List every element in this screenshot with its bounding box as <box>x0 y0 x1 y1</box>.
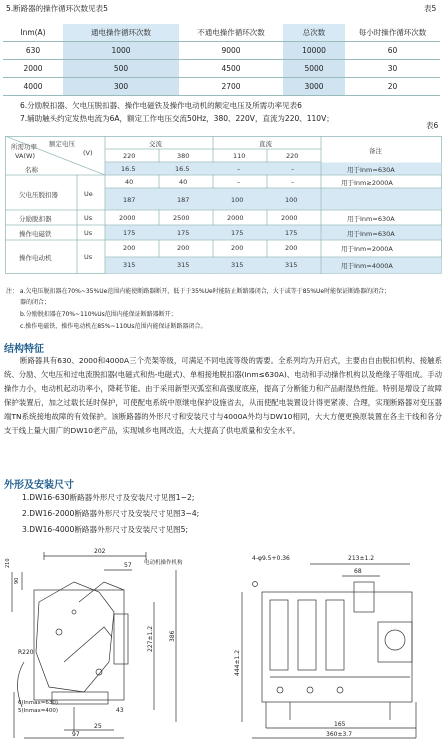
dim-label: 4-φ9.5+0.36 <box>252 555 290 562</box>
remark-header: 备注 <box>369 147 382 155</box>
table-cell: 3000 <box>283 78 345 96</box>
dim-label: 90 <box>14 577 20 584</box>
note-c: c.操作电磁铁、操作电动机在85%~110Us范围内能保证断路器闭合。 <box>20 323 207 330</box>
table-cell: 187 <box>123 196 136 204</box>
table6-grid <box>5 136 442 274</box>
table-cell: 175 <box>123 229 136 237</box>
table-cell: 用于Inm=630A <box>347 215 395 223</box>
diag-header-top: 额定电压 <box>49 140 75 148</box>
voltage-header: 220 <box>123 152 136 160</box>
table-cell: 5000 <box>283 60 345 78</box>
table-cell: 315 <box>177 261 190 269</box>
table-cell: 30 <box>345 60 440 78</box>
structure-paragraph: 断路器具有630、2000和4000A三个壳架等级，可满足不同电流等级的需要。全系列均为开启式，主要由自由脱扣机构、接触系统、分励、欠电压和过电流脱扣器(电磁式和热-电磁式)、单相接地脱扣器(Inm≤630A)、电动和手动操作机构以及绝缘子等组成。手动操作力小，电动机起动功率小，降耗节能。由于采用新型灭弧室和高强度底座，提高了分断能力和产品耐湿热性能。特别是增设了故障保护装置后，加之过载长延时保护，可使配电系统中原继电保护设施省去，从而使配电装置设计得更紧凑、合理，实现断路器对变压器端TN系统接地故障的有效保护。该断路器的外形尺寸和安装尺寸与4000A外均与DW10相同，大大方便更换原装置在各主干线和各分支干线上量大面广的DW10老产品，实现城乡电网改造，大大提高了供电质量和安全水平。 <box>4 356 442 435</box>
table-cell: 100 <box>285 196 298 204</box>
table-cell: Us <box>84 229 93 237</box>
table5-caption: 5.断路器的操作循环次数见表5 <box>6 4 108 13</box>
table-cell: 16.5 <box>175 165 190 173</box>
table6 <box>5 136 442 274</box>
dim-label: 68 <box>354 568 362 575</box>
item6-text: 6.分励脱扣器、欠电压脱扣器、操作电磁铁及操作电动机的额定电压及所需功率见表6 <box>20 101 302 110</box>
table5 <box>3 24 440 96</box>
table6-label: 表6 <box>426 121 439 130</box>
ac-header: 交流 <box>149 140 162 148</box>
table-cell: 操作电动机 <box>19 254 52 262</box>
table-cell: 用于Inm=630A <box>347 230 395 238</box>
dim-label: 25 <box>94 723 102 730</box>
dim-label: 165 <box>334 721 346 728</box>
table-cell: Us <box>84 214 93 222</box>
table-cell: 4000 <box>3 78 63 96</box>
dim-label: 57 <box>124 562 132 569</box>
dims-line: 2.DW16-2000断路器外形尺寸及安装尺寸见图3~4; <box>22 509 200 518</box>
table-cell: 40 <box>125 178 134 186</box>
table-cell: 4500 <box>179 60 283 78</box>
table-cell: 16.5 <box>121 165 136 173</box>
table-cell: 2000 <box>227 214 244 222</box>
table-cell: 200 <box>123 244 136 252</box>
voltage-header: 110 <box>233 152 246 160</box>
table-cell: 用于Inm≥2000A <box>341 179 393 187</box>
table-cell: 175 <box>285 229 298 237</box>
diag-header-name: 名称 <box>25 166 38 174</box>
note-a: 注： a.欠电压脱扣器在70%~35%Ue范围内能使断路器断开，低于于35%Ue时能防止断路器闭合，大于或等于85%Ue时能保证断路器的闭合； <box>6 288 391 295</box>
front-view-drawing <box>230 552 442 740</box>
dim-label: 210 <box>5 558 11 568</box>
dim-label: 43 <box>116 707 124 714</box>
table-cell: 100 <box>231 196 244 204</box>
table-cell: 欠电压脱扣器 <box>19 191 58 199</box>
table-cell: 9000 <box>179 42 283 60</box>
section-heading-structure: 结构特征 <box>4 344 44 355</box>
table-cell: 2000 <box>281 214 298 222</box>
table5-header: Inm(A) <box>3 24 63 42</box>
table-cell: 630 <box>3 42 63 60</box>
table-cell: 2500 <box>173 214 190 222</box>
dim-label: 6(Inmax=630) <box>18 700 58 706</box>
table-cell: 500 <box>63 60 179 78</box>
table-cell: 10000 <box>283 42 345 60</box>
table-cell: 分励脱扣器 <box>19 215 52 223</box>
table-cell: 175 <box>231 229 244 237</box>
table-row <box>3 42 440 60</box>
motor-label: 电动机操作机构 <box>144 560 183 566</box>
table-cell: 1000 <box>63 42 179 60</box>
table5-header: 不通电操作循环次数 <box>179 24 283 42</box>
note-b: b.分励脱扣器在70%~110%Us范围内能保证断路器断开； <box>20 311 177 318</box>
dim-label: 227±1.2 <box>147 625 154 652</box>
dims-line: 3.DW16-4000断路器外形尺寸及安装尺寸见图5; <box>22 525 189 534</box>
dim-label: 360±3.7 <box>326 731 353 738</box>
table-cell: 200 <box>231 244 244 252</box>
dim-label: 213±1.2 <box>348 555 375 562</box>
dc-header: 直流 <box>259 140 272 148</box>
table-cell: 20 <box>345 78 440 96</box>
diag-header-left1: 所需功率 <box>11 143 37 151</box>
voltage-header: 220 <box>286 152 299 160</box>
table5-label: 表5 <box>424 4 437 13</box>
table5-header: 通电操作循环次数 <box>63 24 179 42</box>
table5-header: 总次数 <box>283 24 345 42</box>
table-cell: 用于Inm=2000A <box>341 245 393 253</box>
table-cell: 用于Inm=630A <box>347 166 395 174</box>
table-cell: – <box>237 165 241 173</box>
table-row <box>3 78 440 96</box>
table-cell: 用于Inm=4000A <box>341 262 393 270</box>
table-cell: Us <box>84 253 93 261</box>
voltage-header: 380 <box>177 152 190 160</box>
table-cell: 2000 <box>3 60 63 78</box>
table-cell: 2700 <box>179 78 283 96</box>
dim-label: 5(Inmax=400) <box>18 708 58 714</box>
table-cell: 60 <box>345 42 440 60</box>
dim-label: 386 <box>169 630 176 642</box>
table-cell: – <box>237 178 241 186</box>
table-cell: 2000 <box>119 214 136 222</box>
item7-text: 7.辅助触头约定发热电流为6A，额定工作电压交流50Hz，380、220V，直流为220、110V； <box>20 114 334 123</box>
table-cell: 315 <box>285 261 298 269</box>
dim-label: 202 <box>94 548 106 555</box>
dim-label: R220 <box>18 649 34 656</box>
table-cell: 315 <box>231 261 244 269</box>
section-heading-dimensions: 外形及安装尺寸 <box>4 480 74 491</box>
table-cell: 175 <box>177 229 190 237</box>
note-a-cont: 器的闭合； <box>20 299 51 306</box>
dim-label: 444±1.2 <box>234 649 241 676</box>
table-row <box>3 60 440 78</box>
table-cell: 操作电磁铁 <box>19 230 52 238</box>
table-cell: 300 <box>63 78 179 96</box>
diag-header-left2: VA(W) <box>15 152 35 160</box>
table-cell: 315 <box>123 261 136 269</box>
table-cell: – <box>291 165 295 173</box>
diag-header-unit: (V) <box>83 149 93 157</box>
table-cell: Ue <box>84 190 93 198</box>
table-cell: 200 <box>177 244 190 252</box>
table-cell: 187 <box>177 196 190 204</box>
table-cell: 40 <box>179 178 188 186</box>
dim-label: 97 <box>72 731 80 738</box>
table-cell: 200 <box>285 244 298 252</box>
table-cell: – <box>291 178 295 186</box>
side-view-drawing <box>4 542 204 740</box>
table5-header: 每小时操作循环次数 <box>345 24 440 42</box>
dims-line: 1.DW16-630断路器外形尺寸及安装尺寸见图1~2; <box>22 493 195 502</box>
